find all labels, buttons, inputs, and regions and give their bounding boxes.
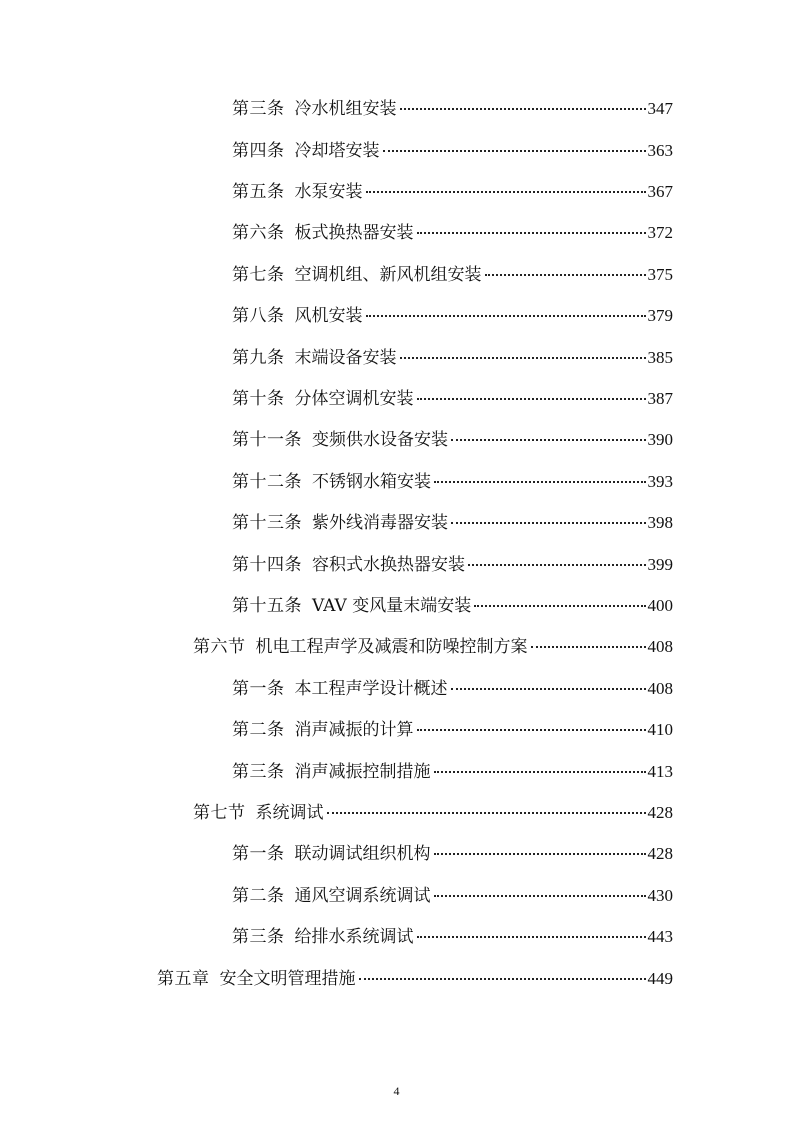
- toc-entry-page: 408: [647, 679, 673, 698]
- toc-section-page: 408: [647, 637, 673, 656]
- toc-chapter-number: 第五章: [157, 969, 210, 989]
- toc-entry-title: 本工程声学设计概述: [294, 679, 448, 699]
- toc-entry-number: 第二条: [232, 720, 285, 740]
- toc-entry-title: 板式换热器安装: [294, 223, 414, 243]
- toc-entry-number: 第九条: [232, 348, 285, 368]
- toc-entry[interactable]: [232, 843, 673, 865]
- dot-leader: [417, 232, 646, 234]
- toc-section-title: 机电工程声学及减震和防噪控制方案: [255, 637, 528, 657]
- toc-entry[interactable]: [232, 471, 673, 493]
- dot-leader: [474, 605, 645, 607]
- toc-entry[interactable]: [232, 98, 673, 120]
- toc-entry-number: 第十一条: [232, 430, 302, 450]
- toc-entry-title: 末端设备安装: [294, 348, 397, 368]
- dot-leader: [434, 895, 646, 897]
- toc-entry-page: 347: [647, 99, 673, 118]
- dot-leader: [417, 729, 646, 731]
- toc-entry-title: 变频供水设备安装: [312, 430, 448, 450]
- toc-entry-number: 第六条: [232, 223, 285, 243]
- toc-entry-title: 分体空调机安装: [294, 389, 414, 409]
- toc-entry-page: 363: [647, 141, 673, 160]
- toc-entry-page: 400: [647, 596, 673, 615]
- toc-entry[interactable]: [232, 512, 673, 534]
- toc-entry[interactable]: [232, 719, 673, 741]
- toc-entry-title: 风机安装: [294, 306, 363, 326]
- dot-leader: [400, 108, 646, 110]
- toc-entry-title: 不锈钢水箱安装: [312, 472, 431, 492]
- toc-entry-number: 第一条: [232, 844, 285, 864]
- toc-entry[interactable]: [232, 181, 673, 203]
- dot-leader: [434, 771, 646, 773]
- toc-entry[interactable]: [232, 761, 673, 783]
- toc-entry[interactable]: [232, 140, 673, 162]
- toc-entry-page: 430: [647, 886, 673, 905]
- toc-entry[interactable]: [232, 222, 673, 244]
- toc-entry[interactable]: [232, 429, 673, 451]
- toc-entry[interactable]: [232, 595, 673, 617]
- dot-leader: [485, 274, 646, 276]
- dot-leader: [434, 481, 646, 483]
- toc-entry-number: 第二条: [232, 886, 285, 906]
- toc-entry-title: 联动调试组织机构: [294, 844, 431, 864]
- toc-entry-page: 413: [647, 762, 673, 781]
- dot-leader: [451, 522, 646, 524]
- toc-entry-title: 消声减振的计算: [294, 720, 414, 740]
- toc-entry-page: 398: [647, 513, 673, 532]
- toc-section[interactable]: [193, 802, 673, 824]
- toc-entry-page: 375: [647, 265, 673, 284]
- toc-entry-number: 第十四条: [232, 555, 302, 575]
- page-number: 4: [393, 1084, 400, 1098]
- dot-leader: [417, 398, 646, 400]
- toc-entry-number: 第五条: [232, 182, 285, 202]
- dot-leader: [417, 936, 646, 938]
- toc-entry-number: 第三条: [232, 927, 285, 947]
- toc-entry[interactable]: [232, 264, 673, 286]
- dot-leader: [434, 853, 646, 855]
- toc-entry[interactable]: [232, 305, 673, 327]
- toc-section-number: 第七节: [193, 803, 246, 823]
- toc-entry-page: 372: [647, 223, 673, 242]
- toc-entry-title: 紫外线消毒器安装: [312, 513, 448, 533]
- toc-entry-page: 410: [647, 720, 673, 739]
- toc-section[interactable]: [193, 636, 673, 658]
- toc-entry[interactable]: [232, 388, 673, 410]
- toc-entry-page: 393: [647, 472, 673, 491]
- dot-leader: [531, 646, 646, 648]
- toc-entry-number: 第四条: [232, 141, 285, 161]
- dot-leader: [383, 150, 646, 152]
- dot-leader: [327, 812, 646, 814]
- toc-entry[interactable]: [232, 347, 673, 369]
- toc-entry-number: 第三条: [232, 99, 285, 119]
- toc-entry[interactable]: [232, 554, 673, 576]
- toc-entry[interactable]: [232, 926, 673, 948]
- toc-section-title: 系统调试: [255, 803, 324, 823]
- dot-leader: [451, 688, 646, 690]
- toc-entry-page: 390: [647, 430, 673, 449]
- toc-entry-page: 443: [647, 927, 673, 946]
- dot-leader: [366, 315, 646, 317]
- toc-entry-title: 给排水系统调试: [294, 927, 414, 947]
- toc-entry-number: 第十三条: [232, 513, 302, 533]
- dot-leader: [366, 191, 646, 193]
- toc-entry-number: 第三条: [232, 762, 285, 782]
- toc-entry-title: 空调机组、新风机组安装: [294, 265, 482, 285]
- toc-entry[interactable]: [232, 678, 673, 700]
- toc-entry-title: 冷水机组安装: [294, 99, 397, 119]
- toc-section-page: 428: [647, 803, 673, 822]
- toc-chapter-page: 449: [647, 969, 673, 988]
- toc-entry[interactable]: [232, 885, 673, 907]
- dot-leader: [400, 357, 646, 359]
- toc-entry-number: 第八条: [232, 306, 285, 326]
- toc-entry-page: 399: [647, 555, 673, 574]
- toc-entry-title: 水泵安装: [294, 182, 363, 202]
- toc-entry-number: 第十五条: [232, 596, 302, 616]
- toc-entry-number: 第七条: [232, 265, 285, 285]
- dot-leader: [359, 978, 646, 980]
- toc-section-number: 第六节: [193, 637, 246, 657]
- toc-entry-title: 消声减振控制措施: [294, 762, 431, 782]
- toc-entry-title: 容积式水换热器安装: [312, 555, 465, 575]
- dot-leader: [468, 564, 646, 566]
- dot-leader: [451, 439, 646, 441]
- toc-entry-number: 第一条: [232, 679, 285, 699]
- toc-entry-page: 367: [647, 182, 673, 201]
- toc-chapter[interactable]: [157, 968, 673, 990]
- toc-entry-title: 通风空调系统调试: [294, 886, 431, 906]
- toc-chapter-title: 安全文明管理措施: [219, 969, 356, 989]
- toc-entry-page: 387: [647, 389, 673, 408]
- toc-entry-title: 冷却塔安装: [294, 141, 380, 161]
- toc-entry-page: 428: [647, 844, 673, 863]
- toc-entry-number: 第十二条: [232, 472, 302, 492]
- toc-entry-page: 379: [647, 306, 673, 325]
- toc-entry-page: 385: [647, 348, 673, 367]
- toc-entry-title: VAV 变风量末端安装: [312, 596, 472, 616]
- toc-entry-number: 第十条: [232, 389, 285, 409]
